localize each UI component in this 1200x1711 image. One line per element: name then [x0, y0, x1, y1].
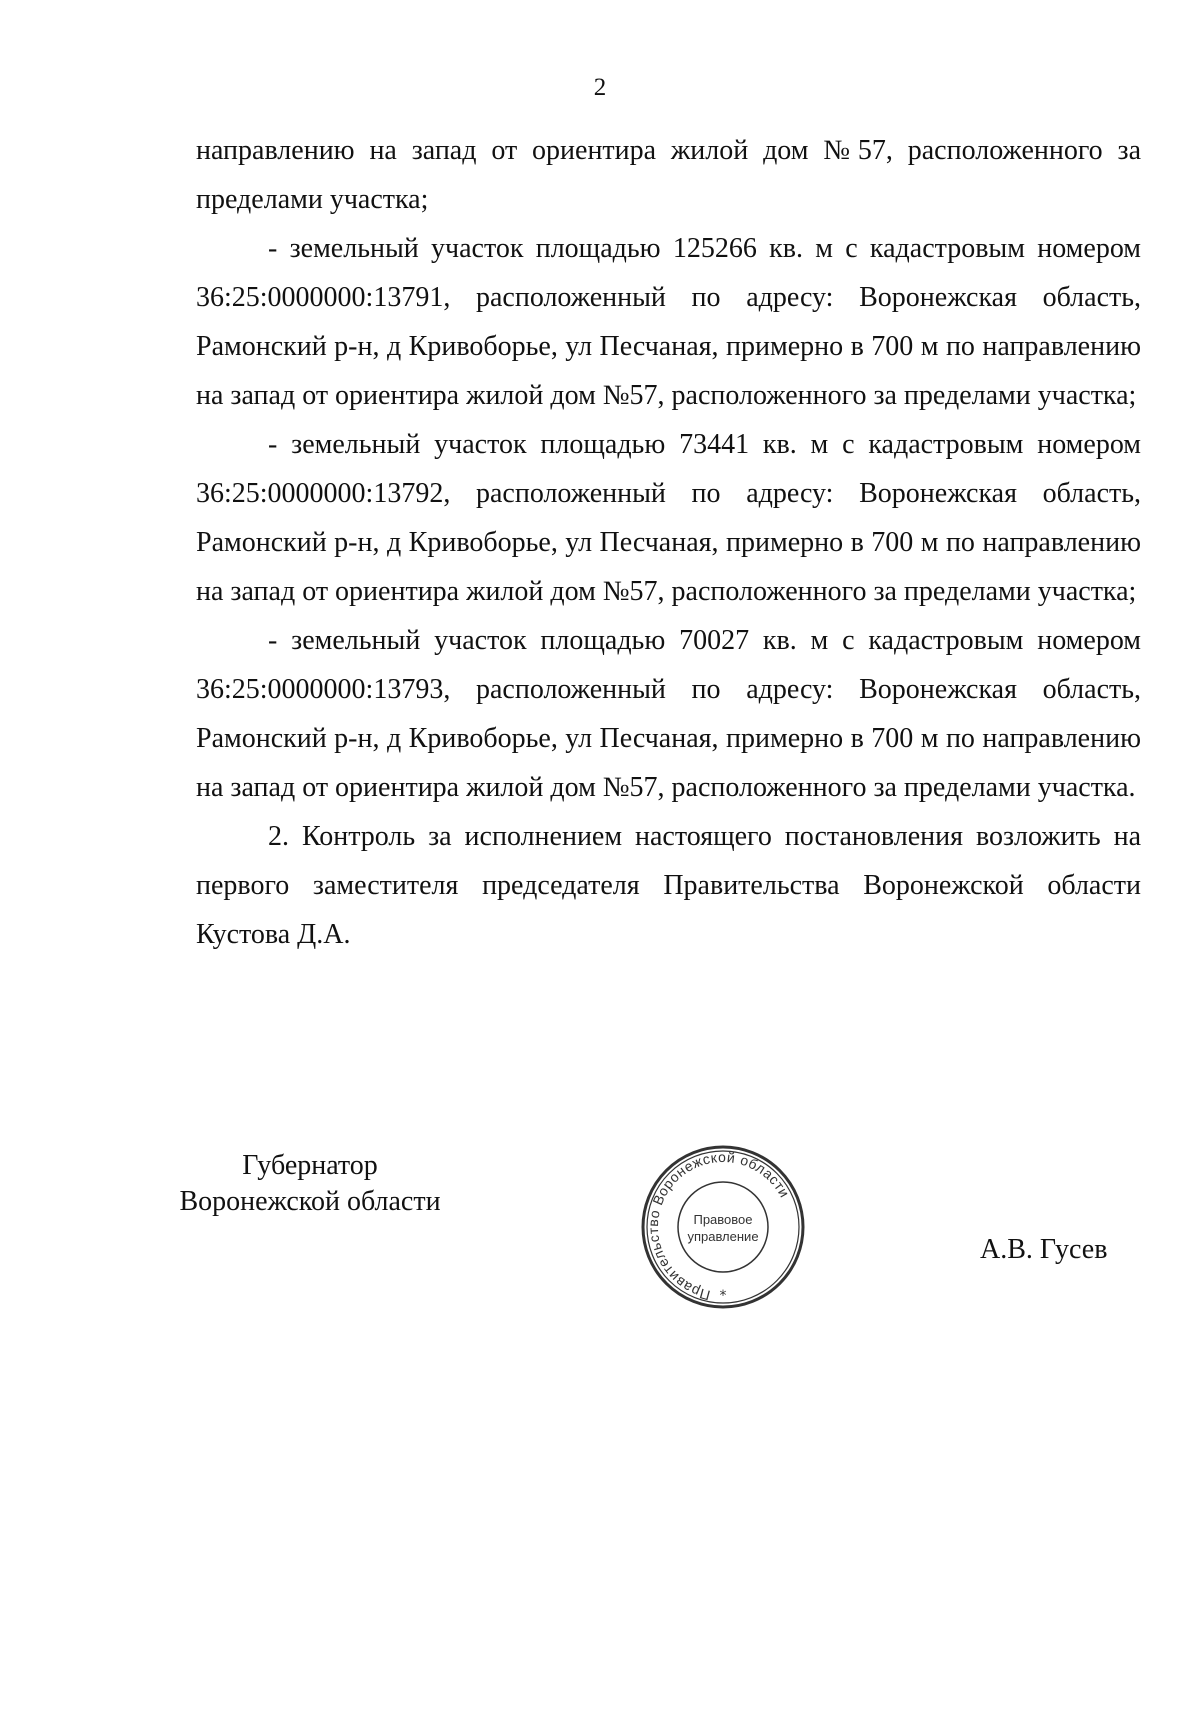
official-seal-stamp	[638, 1142, 808, 1312]
paragraph-land-plot-13793: - земельный участок площадью 70027 кв. м с кадастровым номером 36:25:0000000:13793, расположенный по адресу: Воронежская область, Рамонский р-н, д Кривоборье, ул Песчаная, примерно в 700 м по направлению на запад от ориентира жилой дом №57, расположенного за пределами участка.	[196, 625, 1141, 803]
seal-graphic	[638, 1142, 808, 1312]
paragraph-continuation: направлению на запад от ориентира жилой дом №57, расположенного за пределами участка;	[196, 135, 1141, 215]
paragraph-control-clause: 2. Контроль за исполнением настоящего постановления возложить на первого заместителя председателя Правительства Воронежской области Кустова Д.А.	[196, 821, 1141, 950]
signer-name: А.В. Гусев	[980, 1234, 1108, 1265]
seal-star: *	[719, 1288, 727, 1304]
document-body	[196, 126, 1141, 959]
signature-position-region: Воронежской области	[179, 1186, 441, 1217]
page-number: 2	[593, 74, 607, 101]
seal-ring-text: Правительство Воронежской области	[644, 1148, 794, 1304]
paragraph-land-plot-13791: - земельный участок площадью 125266 кв. м с кадастровым номером 36:25:0000000:13791, расположенный по адресу: Воронежская область, Рамонский р-н, д Кривоборье, ул Песчаная, примерно в 700 м по направлению на запад от ориентира жилой дом №57, расположенного за пределами участка;	[196, 233, 1141, 411]
signature-position	[150, 1148, 470, 1220]
paragraph-land-plot-13792: - земельный участок площадью 73441 кв. м с кадастровым номером 36:25:0000000:13792, расположенный по адресу: Воронежская область, Рамонский р-н, д Кривоборье, ул Песчаная, примерно в 700 м по направлению на запад от ориентира жилой дом №57, расположенного за пределами участка;	[196, 429, 1141, 607]
seal-center-line1: Правовое	[693, 1212, 753, 1227]
seal-center-line2: управление	[687, 1229, 759, 1244]
signature-position-title: Губернатор	[242, 1150, 378, 1181]
